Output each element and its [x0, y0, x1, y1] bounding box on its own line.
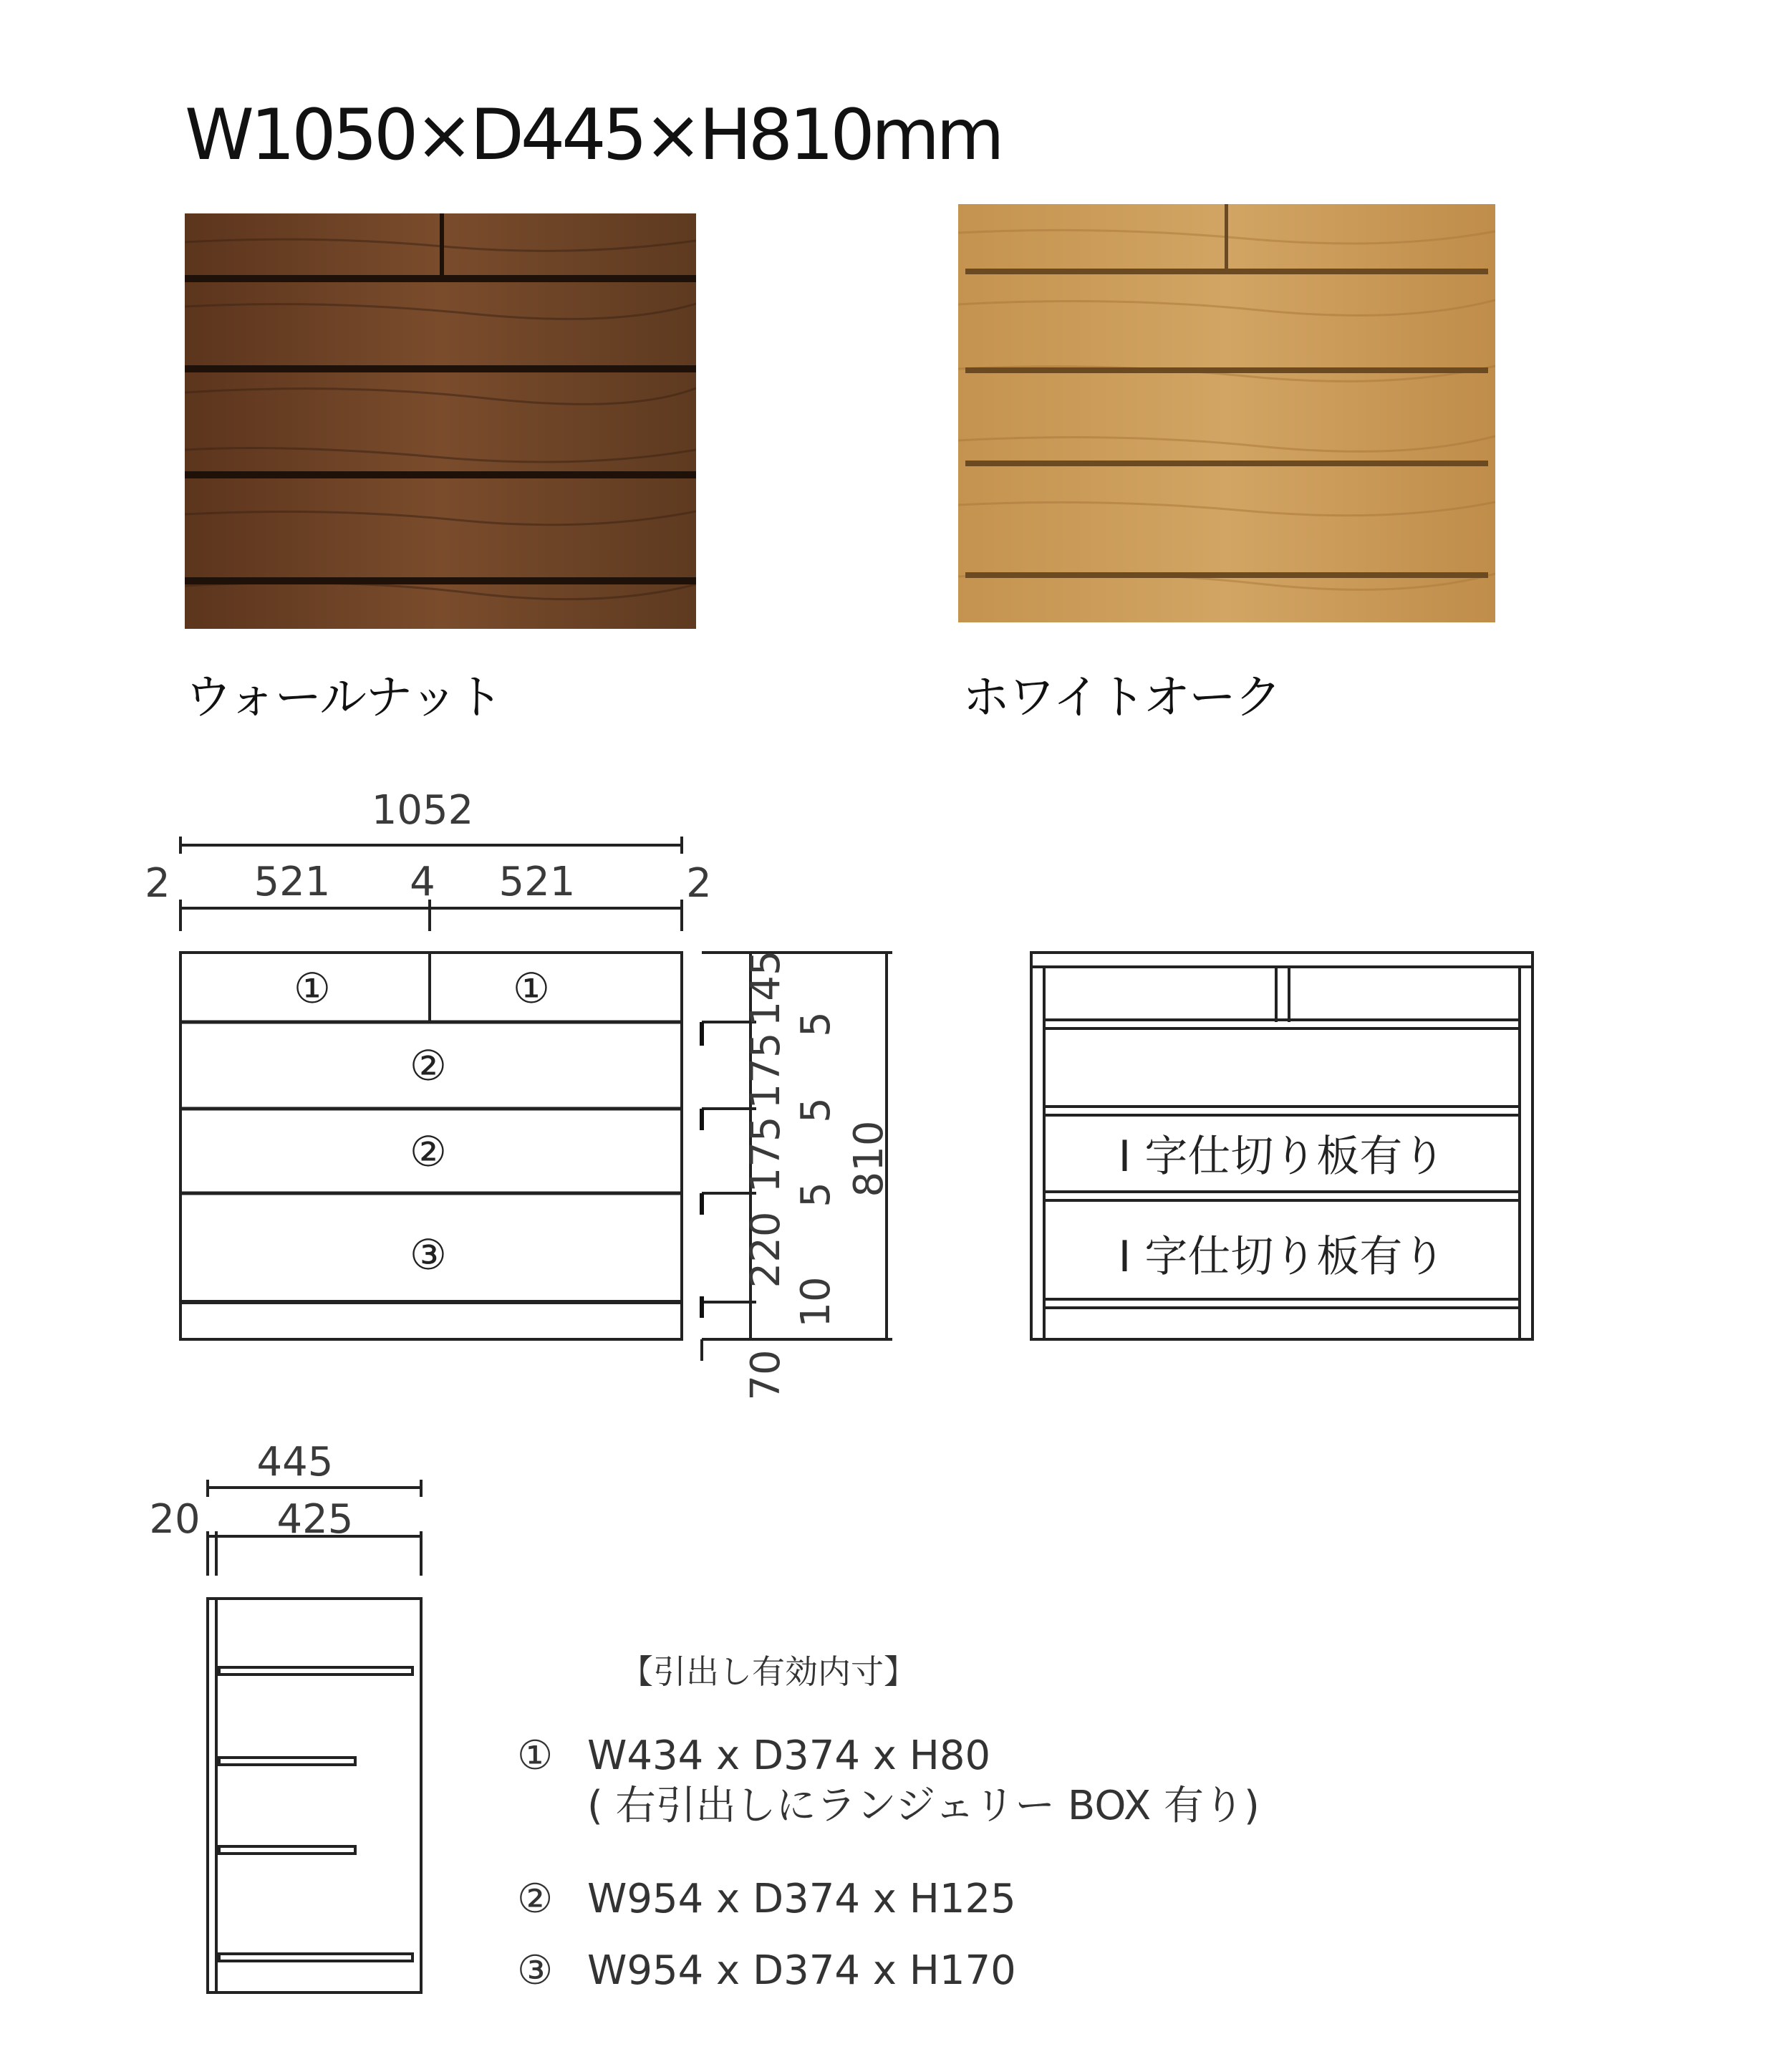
gap-5-c-text: 5 [793, 1182, 839, 1208]
depth-text: 445 [256, 1439, 334, 1485]
gap-5-b-text: 5 [793, 1097, 839, 1123]
spec-3-mark: ③ [517, 1947, 554, 1994]
drawer-left-width-text: 521 [254, 859, 331, 905]
drawer-right-width-text: 521 [498, 859, 576, 905]
gap-5-a-text: 5 [793, 1011, 839, 1037]
drawer-mark-3: ③ [410, 1230, 447, 1279]
drawer-mark-2-upper: ② [410, 1041, 447, 1090]
side-left-text: 2 [145, 860, 170, 907]
spec-1-mark: ① [517, 1733, 554, 1779]
partition-label-1: I 字仕切り板有り [1118, 1132, 1446, 1182]
spec-2-mark: ② [517, 1876, 554, 1922]
spec-3-text: W954 x D374 x H170 [587, 1947, 1016, 1994]
side-right-text: 2 [686, 860, 712, 907]
height-175-lower-text: 175 [743, 1116, 789, 1193]
drawer-mark-1-right: ① [513, 964, 550, 1013]
height-175-upper-text: 175 [743, 1032, 789, 1109]
walnut-label: ウォールナット [185, 670, 502, 725]
inner-depth-text: 425 [276, 1496, 354, 1543]
plinth-height-text: 70 [743, 1349, 789, 1401]
drawer-mark-2-lower: ② [410, 1127, 447, 1176]
height-145-text: 145 [743, 950, 789, 1027]
side-body-outline [208, 1599, 421, 1993]
spec-2-text: W954 x D374 x H125 [587, 1876, 1016, 1922]
drawer-mark-1-left: ① [294, 964, 331, 1013]
white-oak-label: ホワイトオーク [962, 670, 1281, 725]
height-220-text: 220 [743, 1211, 789, 1288]
spec-1-note: ( 右引出しにランジェリー BOX 有り) [587, 1783, 1260, 1829]
total-height-text: 810 [846, 1120, 892, 1198]
overall-width-text: 1052 [371, 787, 474, 834]
front-thickness-text: 20 [149, 1496, 201, 1543]
gap-10-text: 10 [793, 1276, 839, 1328]
spec-1-text: W434 x D374 x H80 [587, 1733, 991, 1779]
center-gap-text: 4 [410, 859, 435, 905]
page-title: W1050×D445×H810mm [185, 95, 1001, 176]
partition-label-2: I 字仕切り板有り [1118, 1232, 1446, 1282]
specs-heading: 【引出し有効内寸】 [620, 1652, 917, 1691]
